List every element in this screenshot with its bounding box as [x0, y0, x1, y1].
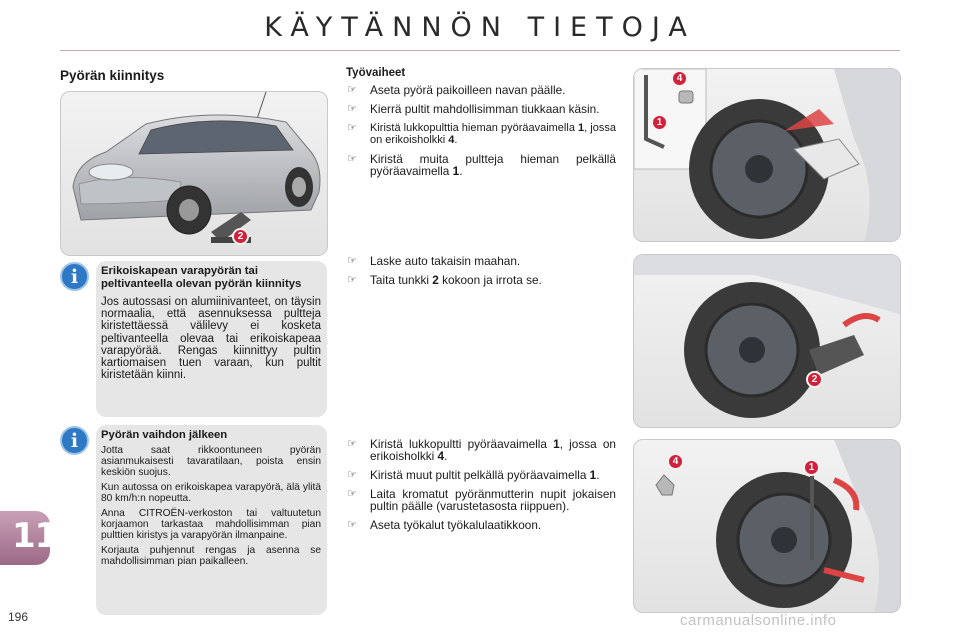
step-item: ☞ Aseta pyörä paikoilleen navan päälle.	[347, 83, 566, 97]
step-item: ☞ Kierrä pultit mahdollisimman tiukkaan käsin.	[347, 101, 600, 116]
info-box-body	[101, 445, 321, 568]
step-item: ☞ Taita tunkki 2 kokoon ja irrota se.	[347, 272, 542, 287]
hand-pointer-icon: ☞	[347, 255, 357, 267]
step-list-group-2	[346, 255, 616, 293]
info-box-title: Erikoiskapean varapyörän tai peltivanteella olevan pyörän kiinnitys	[101, 265, 302, 290]
header-divider	[60, 50, 900, 51]
hand-pointer-icon: ☞	[347, 121, 357, 134]
info-paragraph: Kun autossa on erikoiskapea varapyörä, älä ylitä 80 km/h:n nopeutta.	[101, 481, 321, 505]
step-item: ☞ Kiristä muita pultteja hieman pelkällä pyöräavaimella 1.	[347, 151, 616, 178]
step-list-group-1	[346, 84, 616, 184]
hand-pointer-icon: ☞	[347, 487, 357, 500]
section-title: Pyörän kiinnitys	[60, 68, 165, 83]
info-icon: i	[60, 426, 89, 455]
wrench-callout: 1	[803, 459, 820, 476]
info-box-title: Pyörän vaihdon jälkeen	[101, 429, 228, 441]
car-jack-photo	[60, 91, 328, 256]
info-paragraph: Anna CITROËN-verkoston tai valtuutetun korjaamon tarkastaa mahdollisimman pian pulttien kiristys ja varapyörän ilmanpaine.	[101, 507, 321, 542]
socket-callout: 4	[671, 70, 688, 87]
jack-lowering-photo	[633, 254, 901, 428]
hand-pointer-icon: ☞	[347, 152, 357, 165]
info-box-body: Jos autossasi on alumiinivanteet, on täysin normaalia, että asennuksessa pultteja kiristettäessä välilevy ei kosketa peltivanteella olevaa tai erikoiskapeaa varapyörää. Rengas kiinnittyy pultin kartiomaisen tuen varaan, kun pultit kiristetään kiinni.	[101, 296, 321, 382]
step-item: ☞ Aseta työkalut työkalulaatikkoon.	[347, 517, 542, 532]
step-list-group-3	[346, 438, 616, 538]
info-icon: i	[60, 262, 89, 291]
info-paragraph: Korjauta puhjennut rengas ja asenna se mahdollisimman pian paikalleen.	[101, 544, 321, 568]
hand-pointer-icon: ☞	[347, 438, 357, 450]
jack-callout: 2	[232, 228, 249, 245]
step-item: ☞ Laita kromatut pyöränmutterin nupit jokaisen pultin päälle (varustetasosta riippuen).	[347, 486, 616, 514]
steps-heading: Työvaiheet	[346, 67, 406, 79]
page-title: KÄYTÄNNÖN TIETOJA	[264, 12, 696, 43]
hand-pointer-icon: ☞	[347, 273, 357, 286]
jack-callout: 2	[806, 371, 823, 388]
info-paragraph: Jotta saat rikkoontuneen pyörän asianmukaisesti tavaratilaan, poista ensin keskiön suojus.	[101, 444, 321, 479]
wheel-tightening-photo	[633, 68, 901, 242]
wrench-callout: 1	[651, 114, 668, 131]
hand-pointer-icon: ☞	[347, 102, 357, 115]
hand-pointer-icon: ☞	[347, 469, 357, 482]
hand-pointer-icon: ☞	[347, 84, 357, 96]
socket-callout: 4	[667, 453, 684, 470]
step-item: ☞ Kiristä lukkopultti pyöräavaimella 1, jossa on erikoisholkki 4.	[347, 437, 616, 464]
info-box-narrow-spare	[96, 261, 327, 417]
chapter-number: 11	[12, 516, 58, 556]
hand-pointer-icon: ☞	[347, 518, 357, 531]
watermark: carmanualsonline.info	[680, 612, 837, 629]
step-item: ☞ Kiristä muut pultit pelkällä pyöräavaimella 1.	[347, 468, 600, 483]
step-item: ☞ Kiristä lukkopulttia hieman pyöräavaimella 1, jossa on erikoisholkki 4.	[347, 121, 616, 146]
page-number: 196	[8, 610, 29, 624]
step-item: ☞ Laske auto takaisin maahan.	[347, 254, 521, 268]
info-box-after-change	[96, 425, 327, 615]
